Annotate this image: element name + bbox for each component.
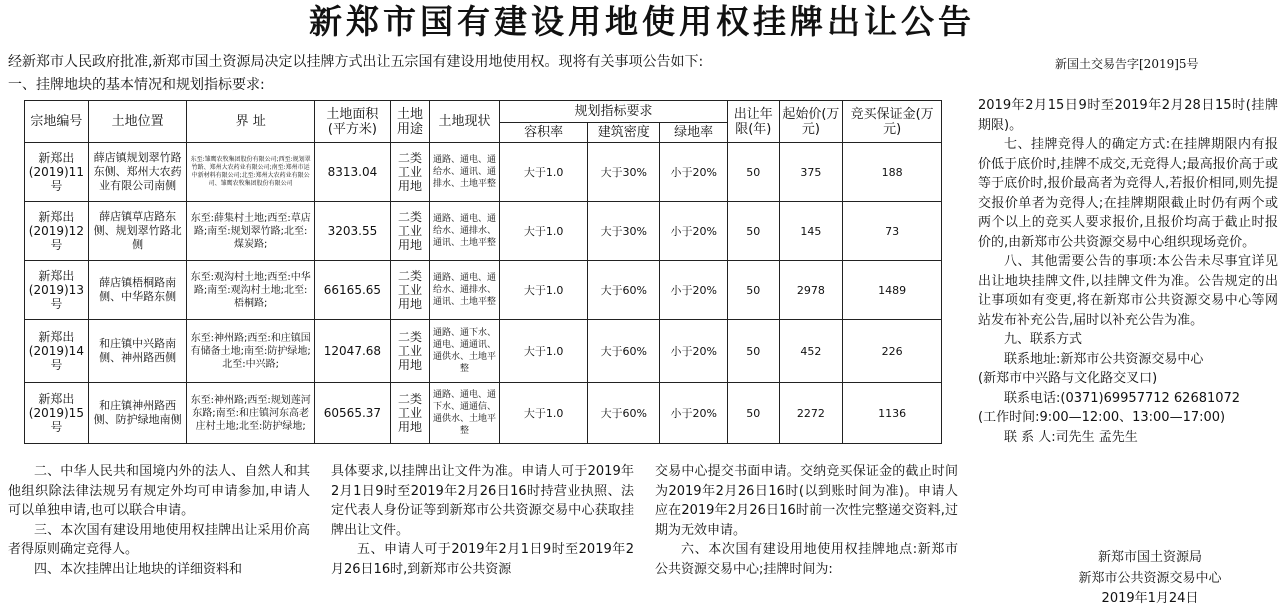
table-row	[25, 320, 942, 383]
table-row	[25, 202, 942, 261]
plot-price: 2272	[779, 383, 843, 444]
body-column-3	[655, 462, 958, 579]
plot-price: 452	[779, 320, 843, 383]
plot-code: 新郑出(2019)15号	[25, 383, 89, 444]
plot-far: 大于1.0	[499, 320, 587, 383]
section-7: 七、挂牌竞得人的确定方式:在挂牌期限内有报价低于底价时,挂牌不成交,无竞得人;最高报价高于或等于底价时,报价最高者为竞得人,若报价相同,则先提交报价单者为竞得人;在挂牌期限截止时仍有两个或两个以上的竞买人要求报价,且报价均高于截止时报价的,由新郑市公共资源交易中心组织现场竞价。	[978, 137, 1278, 250]
plot-boundary: 东至:神州路;西至:规划莲河东路;南至:和庄镇河东高老庄村土地;北至:防护绿地;	[187, 383, 314, 444]
header-area-line1: 土地面积	[326, 106, 379, 122]
plot-status: 通路、通电、通下水、通通信、通供水、土地平整	[430, 383, 500, 444]
plot-green: 小于20%	[660, 261, 728, 320]
section-heading-1: 一、挂牌地块的基本情况和规划指标要求:	[8, 77, 265, 93]
plot-deposit: 73	[843, 202, 942, 261]
plot-far: 大于1.0	[499, 202, 587, 261]
header-area	[314, 101, 390, 143]
contact-person: 联 系 人:司先生 孟先生	[1004, 429, 1138, 445]
header-density: 建筑密度	[588, 123, 660, 143]
section-5-cont: 交易中心提交书面申请。交纳竞买保证金的截止时间为2019年2月26日16时(以到账时间为准)。申请人应在2019年2月26日16时前一次性完整递交资料,过期为无效申请。	[655, 464, 958, 538]
plot-boundary: 东至:雏鹰农牧集团股份有限公司;西至:规划翠竹路、郑州大农药业有限公司;南至:郑州市运中新材料有限公司;北至:郑州大农药业有限公司、雏鹰农牧集团股份有限公司	[187, 143, 314, 202]
section-4-cont: 具体要求,以挂牌出让文件为准。申请人可于2019年2月1日9时至2019年2月26日16时持营业执照、法定代表人身份证等到新郑市公共资源交易中心获取挂牌出让文件。	[331, 464, 634, 538]
plot-price: 145	[779, 202, 843, 261]
plot-area: 66165.65	[314, 261, 390, 320]
body-column-2	[331, 462, 634, 579]
contact-address: 联系地址:新郑市公共资源交易中心	[1004, 351, 1204, 367]
plot-code: 新郑出(2019)13号	[25, 261, 89, 320]
table-row	[25, 383, 942, 444]
section-8: 八、其他需要公告的事项:本公告未尽事宜详见出让地块挂牌文件,以挂牌文件为准。公告规定的出让事项如有变更,将在新郑市公共资源交易中心等网站发布补充公告,届时以补充公告为准。	[978, 254, 1278, 328]
plot-location: 和庄镇中兴路南侧、神州路西侧	[88, 320, 187, 383]
plot-term: 50	[728, 261, 779, 320]
plot-area: 3203.55	[314, 202, 390, 261]
section-5: 五、申请人可于2019年2月1日9时至2019年2月26日16时,到新郑市公共资源	[331, 542, 634, 577]
plot-price: 2978	[779, 261, 843, 320]
land-plots-table	[24, 100, 942, 444]
plot-density: 大于60%	[588, 383, 660, 444]
plot-use: 二类工业用地	[390, 383, 429, 444]
contact-address-detail: (新郑市中兴路与文化路交叉口)	[978, 371, 1158, 386]
plot-area: 60565.37	[314, 383, 390, 444]
header-price: 起始价(万元)	[779, 101, 843, 143]
plot-density: 大于30%	[588, 202, 660, 261]
right-column-text	[978, 96, 1278, 447]
document-number: 新国土交易告字[2019]5号	[1055, 57, 1199, 71]
plot-deposit: 226	[843, 320, 942, 383]
plot-far: 大于1.0	[499, 261, 587, 320]
plot-density: 大于60%	[588, 320, 660, 383]
plot-location: 薛店镇规划翠竹路东侧、郑州大农药业有限公司南侧	[88, 143, 187, 202]
plot-term: 50	[728, 383, 779, 444]
contact-phone: 联系电话:(0371)69957712 62681072	[1004, 390, 1241, 406]
plot-status: 通路、通电、通给水、通排水、通讯、土地平整	[430, 202, 500, 261]
plot-location: 和庄镇神州路西侧、防护绿地南侧	[88, 383, 187, 444]
plot-deposit: 1489	[843, 261, 942, 320]
plot-code: 新郑出(2019)12号	[25, 202, 89, 261]
page-title: 新郑市国有建设用地使用权挂牌出让公告	[309, 2, 975, 41]
plot-boundary: 东至:薛集村土地;西至:草店路;南至:规划翠竹路;北至:煤炭路;	[187, 202, 314, 261]
header-area-line2: (平方米)	[327, 121, 377, 137]
section-9-heading: 九、联系方式	[1004, 332, 1083, 347]
plot-use: 二类工业用地	[390, 143, 429, 202]
issuer-1: 新郑市国土资源局	[1097, 550, 1202, 565]
plot-deposit: 188	[843, 143, 942, 202]
plot-green: 小于20%	[660, 143, 728, 202]
section-2: 二、中华人民共和国境内外的法人、自然人和其他组织除法律法规另有规定外均可申请参加,申请人可以单独申请,也可以联合申请。	[8, 464, 310, 518]
header-term: 出让年限(年)	[728, 101, 779, 143]
listing-period: 2019年2月15日9时至2019年2月28日15时(挂牌期限)。	[978, 98, 1278, 133]
plot-status: 通路、通电、通给水、通排水、通讯、土地平整	[430, 261, 500, 320]
plot-density: 大于30%	[588, 143, 660, 202]
header-far: 容积率	[499, 123, 587, 143]
plot-status: 通路、通下水、通电、通通讯、通供水、土地平整	[430, 320, 500, 383]
issue-date: 2019年1月24日	[1101, 591, 1199, 606]
plot-location: 薛店镇草店路东侧、规划翠竹路北侧	[88, 202, 187, 261]
plot-price: 375	[779, 143, 843, 202]
plot-deposit: 1136	[843, 383, 942, 444]
plot-green: 小于20%	[660, 202, 728, 261]
plot-term: 50	[728, 202, 779, 261]
header-code: 宗地编号	[25, 101, 89, 143]
table-row	[25, 143, 942, 202]
header-green: 绿地率	[660, 123, 728, 143]
plot-status: 通路、通电、通给水、通讯、通排水、土地平整	[430, 143, 500, 202]
plot-area: 12047.68	[314, 320, 390, 383]
plot-far: 大于1.0	[499, 383, 587, 444]
plot-green: 小于20%	[660, 383, 728, 444]
intro-text: 经新郑市人民政府批准,新郑市国土资源局决定以挂牌方式出让五宗国有建设用地使用权。现将有关事项公告如下:	[8, 54, 704, 70]
plot-location: 薛店镇梧桐路南侧、中华路东侧	[88, 261, 187, 320]
plot-use: 二类工业用地	[390, 261, 429, 320]
plot-density: 大于60%	[588, 261, 660, 320]
header-use: 土地用途	[390, 101, 429, 143]
plot-use: 二类工业用地	[390, 320, 429, 383]
header-location: 土地位置	[88, 101, 187, 143]
section-3: 三、本次国有建设用地使用权挂牌出让采用价高者得原则确定竞得人。	[8, 522, 310, 557]
plot-code: 新郑出(2019)11号	[25, 143, 89, 202]
header-deposit: 竞买保证金(万元)	[843, 101, 942, 143]
contact-hours: (工作时间:9:00—12:00、13:00—17:00)	[978, 410, 1226, 425]
plot-boundary: 东至:观沟村土地;西至:中华路;南至:观沟村土地;北至:梧桐路;	[187, 261, 314, 320]
plot-boundary: 东至:神州路;西至:和庄镇国有储备土地;南至:防护绿地;北至:中兴路;	[187, 320, 314, 383]
plot-code: 新郑出(2019)14号	[25, 320, 89, 383]
section-4: 四、本次挂牌出让地块的详细资料和	[34, 561, 243, 577]
plot-green: 小于20%	[660, 320, 728, 383]
plot-far: 大于1.0	[499, 143, 587, 202]
table-row	[25, 261, 942, 320]
plot-area: 8313.04	[314, 143, 390, 202]
plot-term: 50	[728, 143, 779, 202]
plot-term: 50	[728, 320, 779, 383]
body-column-1	[8, 462, 310, 579]
header-boundary: 界 址	[187, 101, 314, 143]
issuer-2: 新郑市公共资源交易中心	[1078, 571, 1222, 586]
header-status: 土地现状	[430, 101, 500, 143]
plot-use: 二类工业用地	[390, 202, 429, 261]
header-planning: 规划指标要求	[499, 101, 727, 123]
section-6: 六、本次国有建设用地使用权挂牌地点:新郑市公共资源交易中心;挂牌时间为:	[655, 542, 958, 577]
